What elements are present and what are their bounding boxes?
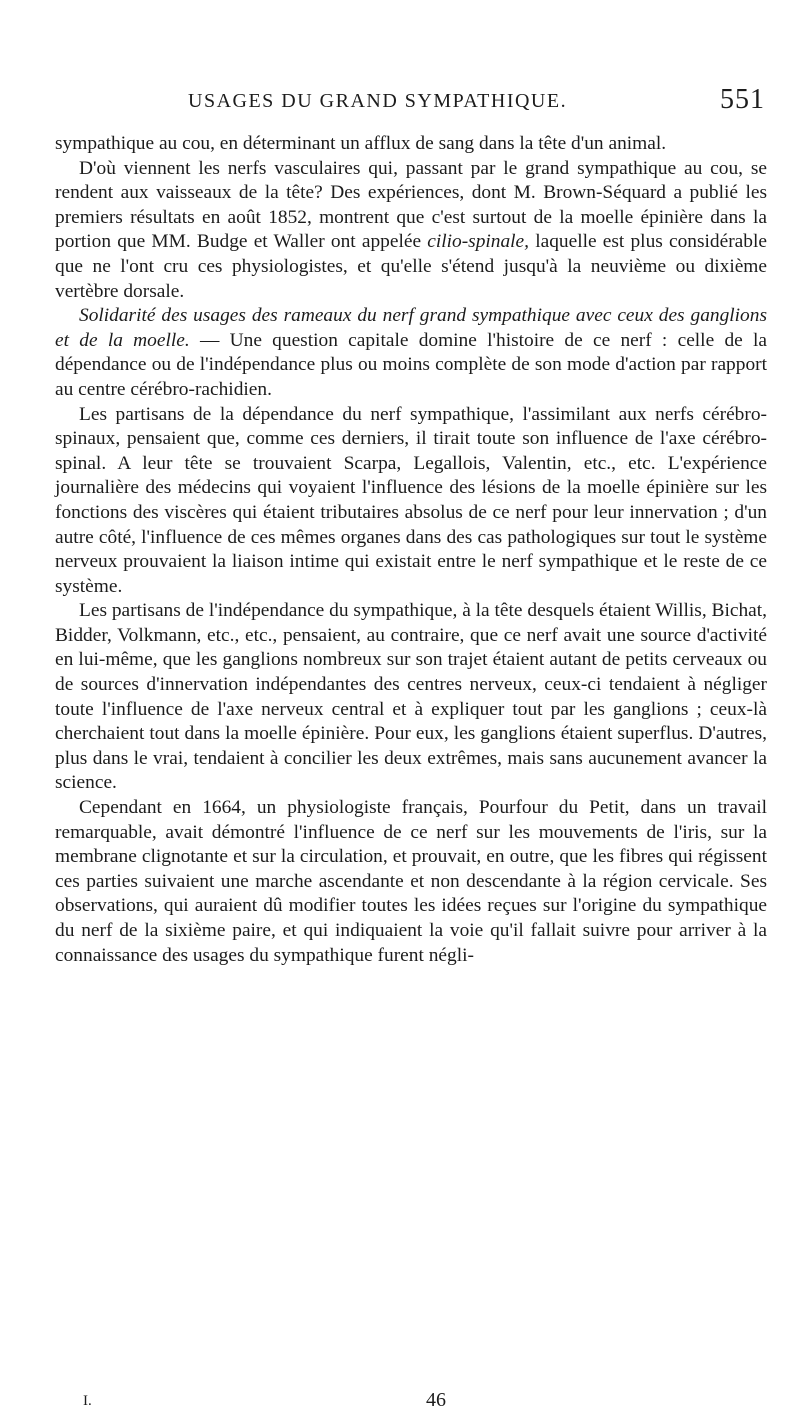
text-run: Cependant en 1664, un physiologiste français, Pourfour du Petit, dans un travail remarquable, avait démontré l'influence de ce nerf sur les mouvements de l'iris, sur la membrane clignotante et sur la circulation, et prouvait, en outre, que les fibres qui régissent ces parties suivaient une marche ascendante et non descendante à la région cervicale. Ses observations, qui auraient dû modifier toutes les idées reçues sur l'origine du sympathique du nerf de la sixième paire, et qui indiquaient la voie qu'il fallait suivre pour arriver à la connaissance des usages du sympathique furent négli- — [55, 797, 767, 966]
paragraph — [55, 132, 767, 157]
paragraph — [55, 403, 767, 600]
running-title: USAGES DU GRAND SYMPATHIQUE. — [188, 90, 568, 112]
signature-mark: I. — [83, 1393, 92, 1409]
text-run: sympathique au cou, en déterminant un afflux de sang dans la tête d'un animal. — [55, 133, 667, 154]
sheet-number: 46 — [426, 1389, 446, 1411]
text-run: Les partisans de la dépendance du nerf sympathique, l'assimilant aux nerfs cérébro-spinaux, pensaient que, comme ces derniers, il tirait toute son influence de l'axe cérébro-spinal. A leur tête se trouvaient Scarpa, Legallois, Valentin, etc., etc. L'expérience journalière des médecins qui voyaient l'influence des lésions de la moelle épinière sur les fonctions des viscères qui étaient tributaires absolus de ce nerf pour leur innervation ; d'un autre côté, l'influence de ces mêmes organes dans des cas pathologiques sur tout le système nerveux prouvaient la liaison intime qui existait entre le nerf sympathique et le reste de ce système. — [55, 403, 767, 597]
running-header — [60, 84, 765, 124]
italic-text-run: cilio-spinale, — [427, 231, 530, 253]
paragraph-section-heading — [55, 304, 767, 402]
body-text — [55, 132, 767, 968]
paragraph — [55, 796, 767, 968]
italic-text-run: Solidarité des usages des rameaux du nerf grand sympathique avec ceux des ganglions et de la moelle. — [55, 305, 767, 351]
text-run: D'où viennent les nerfs vasculaires qui, passant par le grand sympathique au cou, se rendent aux vaisseaux de la tête? Des expériences, dont M. Brown-Séquard a publié les premiers résultats en août 1852, montrent que c'est surtout de la moelle épinière dans la portion que MM. Budge et Waller ont appelée — [55, 157, 767, 253]
text-run: laquelle est plus considérable que ne l'ont cru ces physiologistes, et qu'elle s'étend jusqu'à la neuvième ou dixième vertèbre dorsale. — [55, 231, 767, 302]
text-run: Les partisans de l'indépendance du sympathique, à la tête desquels étaient Willis, Bichat, Bidder, Volkmann, etc., etc., pensaient, au contraire, que ce nerf avait une source d'activité en lui-même, que les ganglions nombreux sur son trajet étaient autant de petits cerveaux ou de sources d'innervation indépendantes des centres nerveux, ceux-ci tendaient à négliger toute l'influence de l'axe nerveux central et à expliquer tout par les ganglions ; ceux-là cherchaient tout dans la moelle épinière. Pour eux, les ganglions étaient superflus. D'autres, plus dans le vrai, tendaient à concilier les deux extrêmes, mais sans aucunement avancer la science. — [55, 600, 767, 794]
paragraph — [55, 157, 767, 305]
paragraph — [55, 599, 767, 796]
text-run: — Une question capitale domine l'histoire de ce nerf : celle de la dépendance ou de l'indépendance plus ou moins complète de son mode d'action par rapport au centre cérébro-rachidien. — [55, 329, 767, 400]
page-number: 551 — [720, 84, 765, 115]
